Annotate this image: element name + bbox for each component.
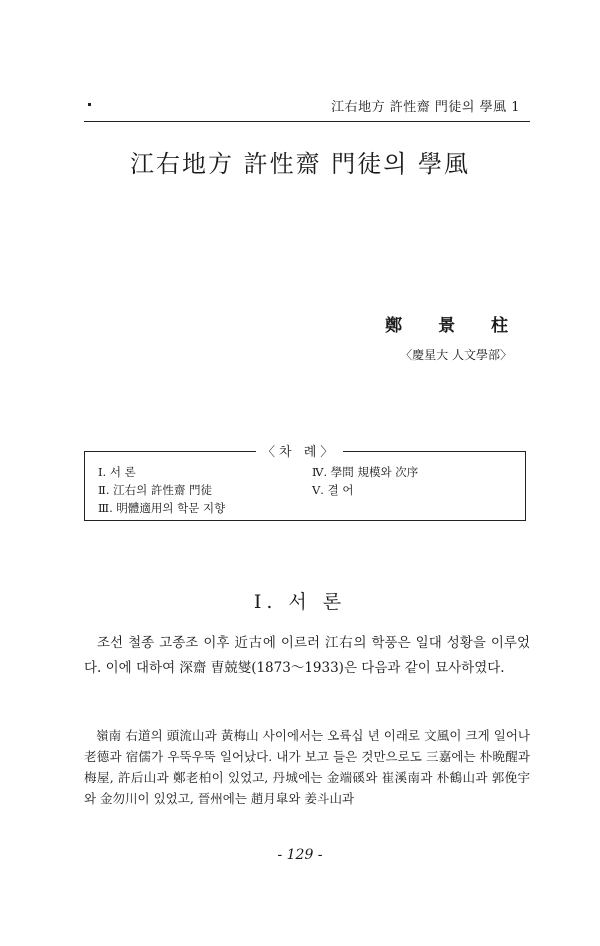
toc-item: Ⅴ. 결 어 bbox=[312, 483, 354, 497]
toc-item: Ⅲ. 明體適用의 학문 지향 bbox=[98, 501, 226, 515]
section-heading: Ⅰ. 서 론 bbox=[253, 591, 347, 613]
running-header: 江右地方 許性齋 門徒의 學風 1 bbox=[331, 100, 520, 115]
author-name: 鄭 景 柱 bbox=[385, 316, 512, 336]
author-affiliation: 〈慶星大 人文學部〉 bbox=[400, 348, 512, 362]
block-quote: 嶺南 右道의 頭流山과 黃梅山 사이에서는 오륙십 년 이래로 文風이 크게 일어나 老德과 宿儒가 우뚝우뚝 일어났다. 내가 보고 들은 것만으로도 三嘉에는 朴晩醒과 梅屋, 許后山과 鄭老柏이 있었고, 丹城에는 金端磎와 崔溪南과 朴鶴山과 郭俛宇와 金勿川이 있었고, 晉州에는 趙月皐와 姜斗山과 bbox=[84, 728, 530, 806]
header-rule bbox=[84, 121, 530, 122]
body-paragraph: 조선 철종 고종조 이후 近古에 이르러 江右의 학풍은 일대 성황을 이루었다. 이에 대하여 深齋 曺兢燮(1873～1933)은 다음과 같이 묘사하였다. bbox=[84, 635, 530, 676]
toc-item: Ⅰ. 서 론 bbox=[98, 465, 136, 479]
article-title: 江右地方 許性齋 門徒의 學風 bbox=[129, 150, 471, 178]
header-mark bbox=[88, 103, 91, 106]
toc-heading: 〈차 례〉 bbox=[256, 441, 343, 460]
toc-item: Ⅳ. 學問 規模와 次序 bbox=[312, 465, 419, 479]
page-number: - 129 - bbox=[277, 847, 323, 863]
toc-item: Ⅱ. 江右의 許性齋 門徒 bbox=[98, 483, 213, 497]
